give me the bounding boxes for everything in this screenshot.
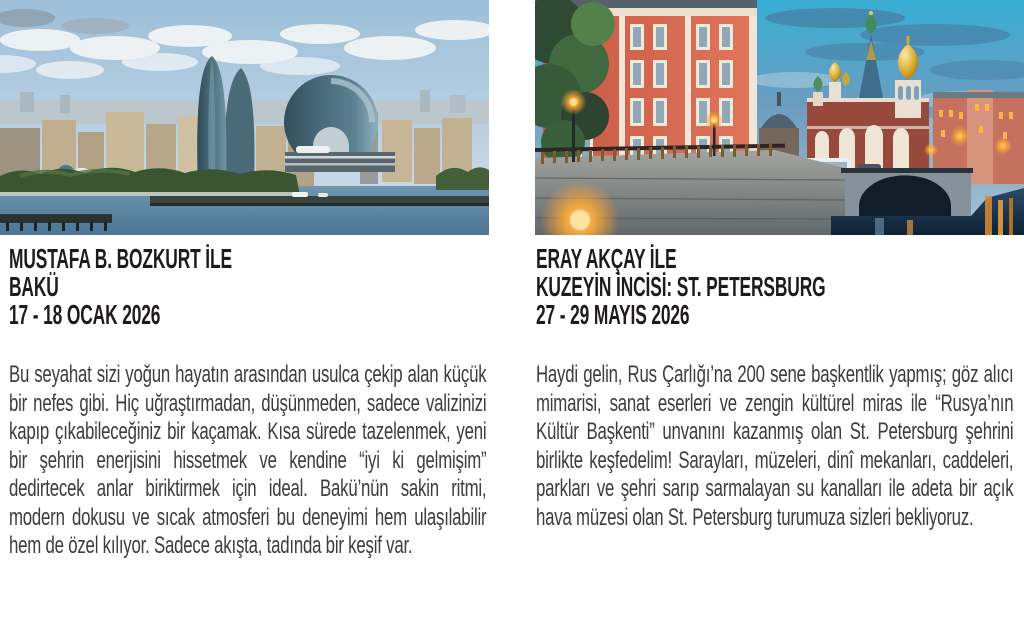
baku-promenade [0,192,300,196]
tour-description-petersburg: Haydi gelin, Rus Çarlığı’na 200 sene başkentlik yapmış; göz alıcı mimarisi, sanat eserleri ve zengin kültürel miras ile “Rusya’nın Kültür Başkenti” unvanını kazanmış olan St. Petersburg şehrini birlikte keşfedelim! Sarayları, müzeleri, dinî mekanları, caddeleri, parkları ve şehri sarıp sarmalayan su kanalları ile adeta bir açık hava müzesi olan St. Petersburg turumuza sizleri bekliyoruz. [536,361,1014,531]
tour-card-baku [0,0,489,561]
tour-destination: KUZEYİN İNCİSİ: ST. PETERSBURG [536,271,826,302]
baku-photo-illustration [0,0,489,235]
tour-title-baku [9,245,432,329]
tour-guide-name: MUSTAFA B. BOZKURT İLE [9,243,232,274]
tour-card-petersburg [535,0,1024,561]
baku-photo [0,0,489,235]
tour-description-baku: Bu seyahat sizi yoğun hayatın arasından usulca çekip alan küçük bir nefes gibi. Hiç uğraştırmadan, düşünmeden, sadece valizinizi kapıp çıkabileceğiniz bir kaçamak. Kısa sürede tazelenmek, yeni bir şehrin enerjisini hissetmek ve kendine “iyi ki gelmişim” dedirtecek anlar biriktirmek için ideal. Bakü’nün sakin ritmi, modern dokusu ve sıcak atmosferi bu deneyimi hem ulaşılabilir hem de özel kılıyor. Sadece akışta, tadında bir keşif var. [9,361,487,559]
tour-guide-name: ERAY AKÇAY İLE [536,243,677,274]
canal-bridge [841,168,973,218]
petersburg-photo [535,0,1024,235]
tour-title-petersburg [536,245,959,329]
tour-dates: 27 - 29 MAYIS 2026 [536,299,690,330]
petersburg-photo-illustration [535,0,1024,235]
tour-dates: 17 - 18 OCAK 2026 [9,299,161,330]
tour-destination: BAKÜ [9,271,59,302]
